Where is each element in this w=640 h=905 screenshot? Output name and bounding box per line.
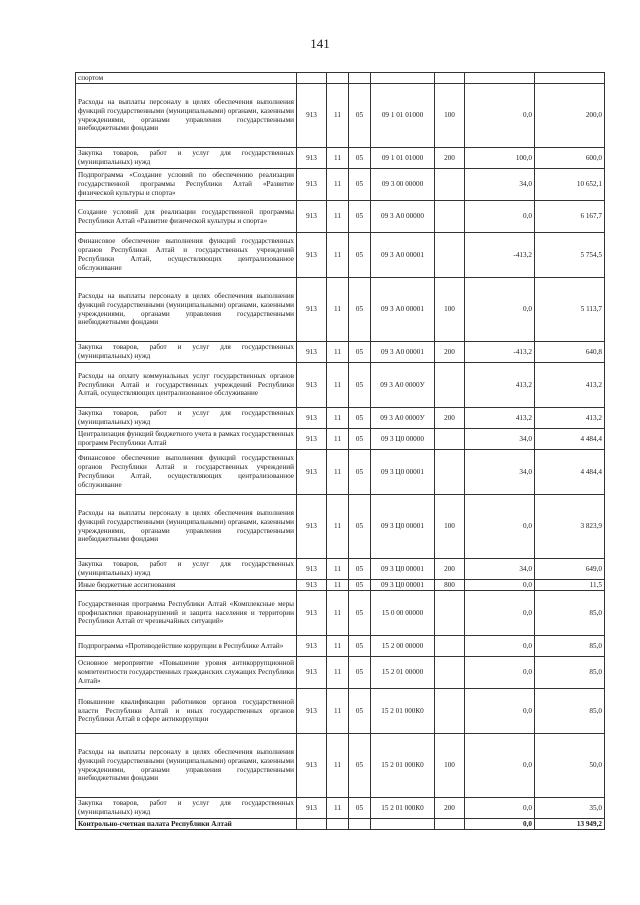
cell-name: Расходы на выплаты персоналу в целях обеспечения выполнения функций государственными (муниципальными) органами, казенными учреждениями, органами управления государственными внебюджетными фондами xyxy=(76,278,297,342)
cell-vr xyxy=(435,450,465,495)
cell-name: Основное мероприятие «Повышение уровня антикоррупционной компетентности государственных гражданских служащих Республики Алтай» xyxy=(76,657,297,689)
cell-change: -413,2 xyxy=(465,233,535,278)
cell-csr: 09 3 А0 00000 xyxy=(371,201,435,233)
cell-podrazdel: 05 xyxy=(349,495,371,559)
cell-csr: 09 3 Ц0 00001 xyxy=(371,450,435,495)
cell-amount: 4 484,4 xyxy=(535,429,605,450)
cell-razdel: 11 xyxy=(327,657,349,689)
cell-amount: 13 949,2 xyxy=(535,819,605,830)
cell-csr: 09 1 01 01000 xyxy=(371,84,435,148)
cell-amount: 3 823,9 xyxy=(535,495,605,559)
cell-change: 34,0 xyxy=(465,169,535,201)
cell-name: Подпрограмма «Противодействие коррупции в Республике Алтай» xyxy=(76,636,297,657)
cell-amount: 11,5 xyxy=(535,580,605,591)
cell-vedomstvo: 913 xyxy=(297,363,327,408)
cell-podrazdel: 05 xyxy=(349,559,371,580)
cell-name: Повышение квалификации работников органов государственной власти Республики Алтай и иных государственных органов Республики Алтай в сфере антикоррупции xyxy=(76,689,297,734)
cell-csr: 09 3 А0 00001 xyxy=(371,342,435,363)
cell-podrazdel: 05 xyxy=(349,169,371,201)
cell-amount: 413,2 xyxy=(535,363,605,408)
cell-amount: 85,0 xyxy=(535,591,605,636)
cell-podrazdel: 05 xyxy=(349,450,371,495)
cell-podrazdel: 05 xyxy=(349,233,371,278)
cell-razdel: 11 xyxy=(327,495,349,559)
cell-vr: 200 xyxy=(435,798,465,819)
table-row xyxy=(76,559,605,580)
cell-csr: 09 3 А0 00001 xyxy=(371,233,435,278)
table-row xyxy=(76,408,605,429)
cell-vedomstvo: 913 xyxy=(297,278,327,342)
cell-csr: 15 2 00 00000 xyxy=(371,636,435,657)
cell-change: 34,0 xyxy=(465,559,535,580)
table-row xyxy=(76,734,605,798)
cell-razdel: 11 xyxy=(327,689,349,734)
cell-podrazdel xyxy=(349,819,371,830)
cell-amount: 640,8 xyxy=(535,342,605,363)
cell-change: 0,0 xyxy=(465,657,535,689)
table-row xyxy=(76,201,605,233)
cell-change: 0,0 xyxy=(465,580,535,591)
table-row xyxy=(76,689,605,734)
table-row xyxy=(76,73,605,84)
cell-name: Закупка товаров, работ и услуг для государственных (муниципальных) нужд xyxy=(76,559,297,580)
cell-amount: 85,0 xyxy=(535,657,605,689)
cell-vedomstvo: 913 xyxy=(297,84,327,148)
cell-name: Финансовое обеспечение выполнения функций государственных органов Республики Алтай и государственных учреждений Республики Алтай, осуществляющих централизованное обслуживание xyxy=(76,450,297,495)
cell-csr: 09 3 Ц0 00001 xyxy=(371,495,435,559)
cell-vr xyxy=(435,689,465,734)
cell-change: 413,2 xyxy=(465,363,535,408)
cell-csr: 15 2 01 000К0 xyxy=(371,798,435,819)
cell-vedomstvo: 913 xyxy=(297,591,327,636)
cell-podrazdel: 05 xyxy=(349,278,371,342)
cell-vr xyxy=(435,819,465,830)
cell-razdel xyxy=(327,819,349,830)
cell-vedomstvo: 913 xyxy=(297,559,327,580)
cell-podrazdel: 05 xyxy=(349,798,371,819)
cell-amount: 10 652,1 xyxy=(535,169,605,201)
cell-razdel: 11 xyxy=(327,636,349,657)
cell-change: 0,0 xyxy=(465,819,535,830)
cell-name: Закупка товаров, работ и услуг для государственных (муниципальных) нужд xyxy=(76,408,297,429)
cell-razdel: 11 xyxy=(327,148,349,169)
cell-razdel: 11 xyxy=(327,591,349,636)
cell-vedomstvo: 913 xyxy=(297,408,327,429)
cell-change: 0,0 xyxy=(465,798,535,819)
table-row xyxy=(76,580,605,591)
cell-razdel: 11 xyxy=(327,408,349,429)
cell-name: Расходы на выплаты персоналу в целях обеспечения выполнения функций государственными (муниципальными) органами, казенными учреждениями, органами управления государственными внебюджетными фондами xyxy=(76,495,297,559)
cell-podrazdel: 05 xyxy=(349,201,371,233)
table-row xyxy=(76,342,605,363)
cell-vedomstvo xyxy=(297,819,327,830)
cell-razdel xyxy=(327,73,349,84)
cell-amount: 85,0 xyxy=(535,636,605,657)
table-row xyxy=(76,278,605,342)
cell-vedomstvo: 913 xyxy=(297,495,327,559)
cell-change: 100,0 xyxy=(465,148,535,169)
cell-razdel: 11 xyxy=(327,363,349,408)
cell-vr: 200 xyxy=(435,559,465,580)
cell-csr: 09 3 Ц0 00001 xyxy=(371,580,435,591)
cell-amount: 5 754,5 xyxy=(535,233,605,278)
table-row xyxy=(76,84,605,148)
cell-change xyxy=(465,73,535,84)
cell-change: 0,0 xyxy=(465,495,535,559)
cell-razdel: 11 xyxy=(327,559,349,580)
cell-razdel: 11 xyxy=(327,798,349,819)
cell-podrazdel: 05 xyxy=(349,580,371,591)
total-row xyxy=(76,819,605,830)
cell-razdel: 11 xyxy=(327,201,349,233)
cell-csr: 09 3 Ц0 00000 xyxy=(371,429,435,450)
page-number: 141 xyxy=(310,36,330,51)
table-row xyxy=(76,591,605,636)
cell-vr xyxy=(435,233,465,278)
table-row xyxy=(76,363,605,408)
cell-vr xyxy=(435,169,465,201)
cell-csr: 15 2 01 000К0 xyxy=(371,689,435,734)
cell-amount: 600,0 xyxy=(535,148,605,169)
cell-vedomstvo: 913 xyxy=(297,429,327,450)
cell-name: Иные бюджетные ассигнования xyxy=(76,580,297,591)
cell-csr xyxy=(371,819,435,830)
cell-change: 0,0 xyxy=(465,84,535,148)
cell-csr: 15 0 00 00000 xyxy=(371,591,435,636)
cell-change: 34,0 xyxy=(465,429,535,450)
cell-amount: 50,0 xyxy=(535,734,605,798)
cell-podrazdel xyxy=(349,73,371,84)
cell-amount: 649,0 xyxy=(535,559,605,580)
cell-amount: 413,2 xyxy=(535,408,605,429)
cell-vr: 200 xyxy=(435,342,465,363)
table-row xyxy=(76,169,605,201)
cell-name: Финансовое обеспечение выполнения функций государственных органов Республики Алтай и государственных учреждений Республики Алтай, осуществляющих централизованное обслуживание xyxy=(76,233,297,278)
cell-amount xyxy=(535,73,605,84)
cell-podrazdel: 05 xyxy=(349,148,371,169)
cell-vedomstvo: 913 xyxy=(297,734,327,798)
cell-vedomstvo: 913 xyxy=(297,233,327,278)
cell-vr xyxy=(435,363,465,408)
cell-vedomstvo xyxy=(297,73,327,84)
cell-name: Закупка товаров, работ и услуг для государственных (муниципальных) нужд xyxy=(76,148,297,169)
cell-vedomstvo: 913 xyxy=(297,342,327,363)
cell-amount: 85,0 xyxy=(535,689,605,734)
cell-podrazdel: 05 xyxy=(349,408,371,429)
cell-amount: 5 113,7 xyxy=(535,278,605,342)
cell-vr: 100 xyxy=(435,495,465,559)
budget-table xyxy=(75,72,605,830)
cell-razdel: 11 xyxy=(327,734,349,798)
cell-change: 0,0 xyxy=(465,734,535,798)
cell-razdel: 11 xyxy=(327,580,349,591)
cell-podrazdel: 05 xyxy=(349,636,371,657)
cell-amount: 200,0 xyxy=(535,84,605,148)
cell-podrazdel: 05 xyxy=(349,734,371,798)
cell-vr xyxy=(435,636,465,657)
cell-podrazdel: 05 xyxy=(349,342,371,363)
cell-name: Создание условий для реализации государственной программы Республики Алтай «Развитие физической культуры и спорта» xyxy=(76,201,297,233)
cell-change: 0,0 xyxy=(465,689,535,734)
cell-vr xyxy=(435,657,465,689)
cell-podrazdel: 05 xyxy=(349,363,371,408)
cell-podrazdel: 05 xyxy=(349,84,371,148)
table-row xyxy=(76,798,605,819)
cell-razdel: 11 xyxy=(327,233,349,278)
cell-razdel: 11 xyxy=(327,169,349,201)
cell-csr: 09 3 А0 0000У xyxy=(371,408,435,429)
cell-vedomstvo: 913 xyxy=(297,450,327,495)
cell-name: Расходы на выплаты персоналу в целях обеспечения выполнения функций государственными (муниципальными) органами, казенными учреждениями, органами управления государственными внебюджетными фондами xyxy=(76,84,297,148)
cell-name: спортом xyxy=(76,73,297,84)
cell-vedomstvo: 913 xyxy=(297,201,327,233)
cell-vr xyxy=(435,201,465,233)
cell-vr: 100 xyxy=(435,84,465,148)
table-row xyxy=(76,148,605,169)
table-row xyxy=(76,233,605,278)
cell-podrazdel: 05 xyxy=(349,689,371,734)
cell-vr xyxy=(435,429,465,450)
cell-razdel: 11 xyxy=(327,342,349,363)
table-row xyxy=(76,450,605,495)
cell-name: Государственная программа Республики Алтай «Комплексные меры профилактики правонарушений и защита населения и территории Республики Алтай от чрезвычайных ситуаций» xyxy=(76,591,297,636)
table-row xyxy=(76,657,605,689)
cell-vedomstvo: 913 xyxy=(297,798,327,819)
cell-vedomstvo: 913 xyxy=(297,148,327,169)
cell-vr xyxy=(435,73,465,84)
table-row xyxy=(76,636,605,657)
cell-amount: 6 167,7 xyxy=(535,201,605,233)
cell-vedomstvo: 913 xyxy=(297,580,327,591)
cell-change: 413,2 xyxy=(465,408,535,429)
cell-csr xyxy=(371,73,435,84)
cell-change: 0,0 xyxy=(465,278,535,342)
cell-name: Расходы на выплаты персоналу в целях обеспечения выполнения функций государственными (муниципальными) органами, казенными учреждениями, органами управления государственными внебюджетными фондами xyxy=(76,734,297,798)
cell-vr: 200 xyxy=(435,148,465,169)
cell-vr: 200 xyxy=(435,408,465,429)
cell-csr: 09 1 01 01000 xyxy=(371,148,435,169)
cell-csr: 09 3 А0 0000У xyxy=(371,363,435,408)
cell-csr: 09 3 00 00000 xyxy=(371,169,435,201)
cell-razdel: 11 xyxy=(327,84,349,148)
cell-name: Закупка товаров, работ и услуг для государственных (муниципальных) нужд xyxy=(76,342,297,363)
cell-name: Централизация функций бюджетного учета в рамках государственных программ Республики Алтай xyxy=(76,429,297,450)
cell-csr: 15 2 01 000К0 xyxy=(371,734,435,798)
cell-csr: 09 3 Ц0 00001 xyxy=(371,559,435,580)
cell-name: Контрольно-счетная палата Республики Алтай xyxy=(76,819,297,830)
table-row xyxy=(76,429,605,450)
cell-vedomstvo: 913 xyxy=(297,689,327,734)
cell-vr xyxy=(435,591,465,636)
cell-vr: 100 xyxy=(435,278,465,342)
cell-change: 0,0 xyxy=(465,591,535,636)
cell-razdel: 11 xyxy=(327,450,349,495)
cell-razdel: 11 xyxy=(327,278,349,342)
cell-change: -413,2 xyxy=(465,342,535,363)
cell-csr: 09 3 А0 00001 xyxy=(371,278,435,342)
table-row xyxy=(76,495,605,559)
cell-change: 34,0 xyxy=(465,450,535,495)
cell-podrazdel: 05 xyxy=(349,429,371,450)
cell-vedomstvo: 913 xyxy=(297,169,327,201)
cell-vr: 800 xyxy=(435,580,465,591)
cell-vedomstvo: 913 xyxy=(297,657,327,689)
cell-name: Закупка товаров, работ и услуг для государственных (муниципальных) нужд xyxy=(76,798,297,819)
cell-csr: 15 2 01 00000 xyxy=(371,657,435,689)
cell-amount: 4 484,4 xyxy=(535,450,605,495)
cell-amount: 35,0 xyxy=(535,798,605,819)
cell-vr: 100 xyxy=(435,734,465,798)
cell-name: Расходы на оплату коммунальных услуг государственных органов Республики Алтай и государственных учреждений Республики Алтай, осуществляющих централизованное обслуживание xyxy=(76,363,297,408)
cell-podrazdel: 05 xyxy=(349,657,371,689)
cell-podrazdel: 05 xyxy=(349,591,371,636)
cell-change: 0,0 xyxy=(465,201,535,233)
cell-change: 0,0 xyxy=(465,636,535,657)
cell-vedomstvo: 913 xyxy=(297,636,327,657)
cell-name: Подпрограмма «Создание условий по обеспечению реализации государственной программы Республики Алтай «Развитие физической культуры и спорта» xyxy=(76,169,297,201)
cell-razdel: 11 xyxy=(327,429,349,450)
